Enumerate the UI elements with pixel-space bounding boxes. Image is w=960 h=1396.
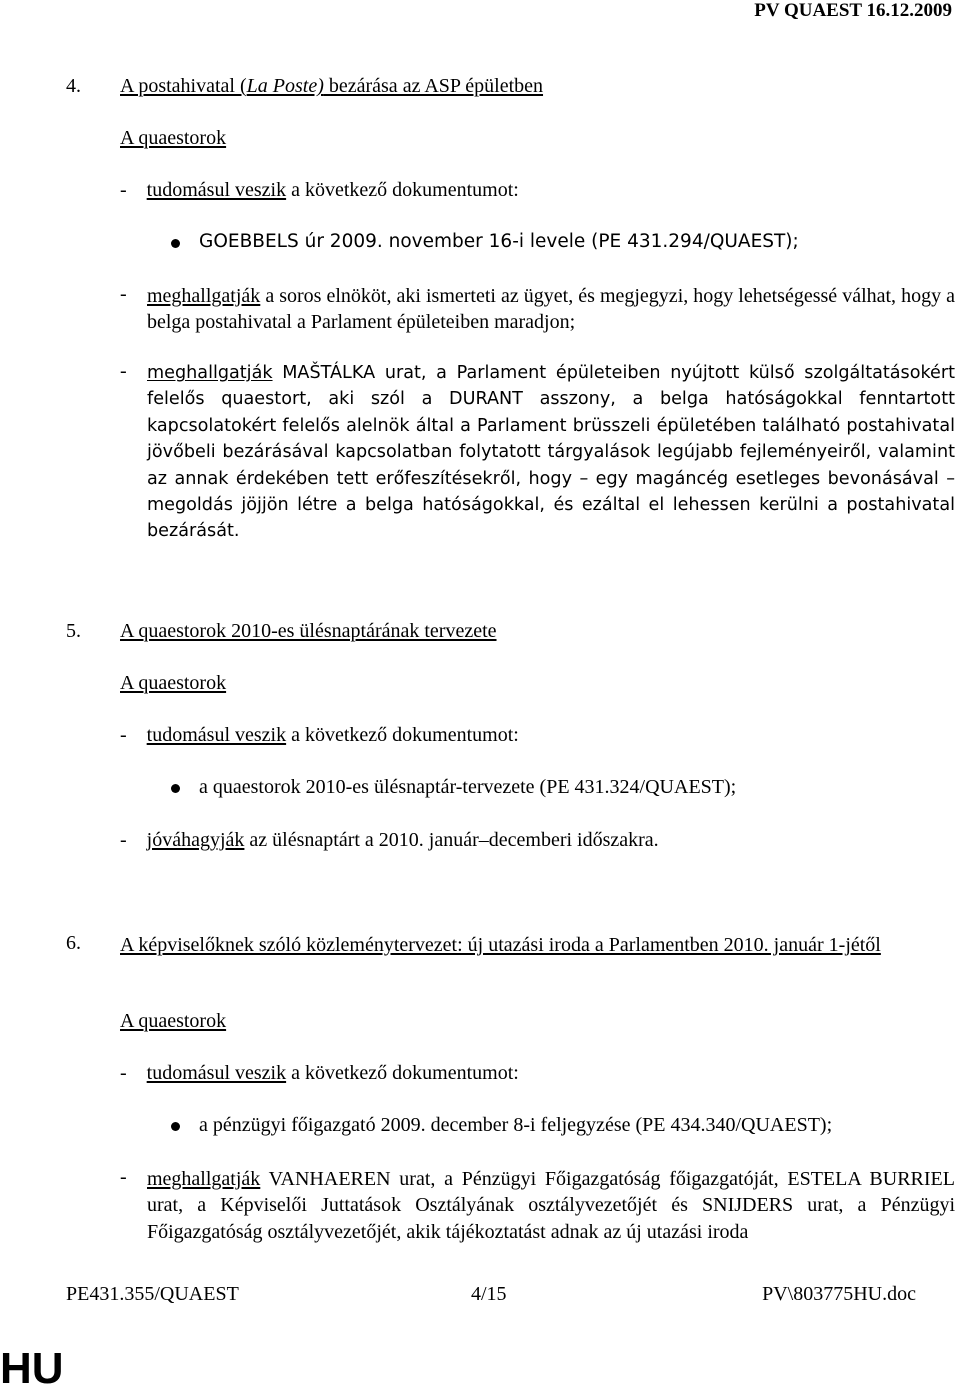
item-6-note: - tudomásul veszik a következő dokumentumot: — [120, 1062, 519, 1084]
item-6-p1: meghallgatják VANHAEREN urat, a Pénzügyi Főigazgatóság főigazgatóját, ESTELA BURRIEL urat, a Képviselői Juttatások Osztályának osztályvezetőjét és SNIJDERS urat, a Pénzügyi Főigazgatóság osztályvezetőjét, akik tájékoztatást adnak az új utazási iroda — [147, 1168, 955, 1243]
footer-page-number: 4/15 — [471, 1283, 507, 1305]
item-5-number: 5. — [66, 620, 81, 642]
item-6-bullet-dot — [171, 1122, 180, 1131]
running-head: PV QUAEST 16.12.2009 — [754, 0, 952, 21]
item-6-number: 6. — [66, 932, 81, 954]
item-4-subject: A quaestorok — [120, 127, 227, 149]
item-4-number: 4. — [66, 75, 81, 97]
item-5-p1: - jóváhagyják az ülésnaptárt a 2010. január–decemberi időszakra. — [120, 829, 659, 851]
item-5-bullet-dot — [171, 784, 180, 793]
item-5-subject: A quaestorok — [120, 672, 227, 694]
item-4-p1: meghallgatják a soros elnököt, aki ismerteti az ügyet, és megjegyzi, hogy lehetségessé válhat, hogy a belga postahivatal a Parlament épületeiben maradjon; — [147, 285, 955, 334]
item-6-p1-dash: - — [120, 1166, 127, 1188]
footer-file-name: PV\803775HU.doc — [762, 1283, 916, 1305]
item-4-p1-dash: - — [120, 283, 127, 305]
item-6-title: A képviselőknek szóló közleménytervezet: új utazási iroda a Parlamentben 2010. január 1-jétől — [120, 934, 881, 956]
item-4-note: - tudomásul veszik a következő dokumentumot: — [120, 179, 519, 201]
item-5-note: - tudomásul veszik a következő dokumentumot: — [120, 724, 519, 746]
item-4-bullet-text: GOEBBELS úr 2009. november 16-i levele (PE 431.294/QUAEST); — [199, 231, 799, 252]
item-4-p2: meghallgatják MAŠTÁLKA urat, a Parlament épületeiben nyújtott külső szolgáltatásokért felelős quaestort, aki szól a DURANT asszony, a belga hatóságokkal fenntartott kapcsolatokért felelős alelnök által a Parlament brüsszeli épületében található postahivatal jövőbeli bezárásával kapcsolatban folytatott tárgyalások legújabb fejleményeiről, valamint az annak érdekében tett erőfeszítésekről, hogy – egy magáncég esetleges bevonásával – megoldás jöjjön létre a belga hatóságokkal, és ezáltal el lehessen kerülni a postahivatal bezárását. — [147, 363, 955, 542]
item-4-bullet-dot — [171, 239, 180, 248]
footer-language-code: HU — [0, 1344, 64, 1393]
item-6-subject: A quaestorok — [120, 1010, 227, 1032]
item-5-bullet-text: a quaestorok 2010-es ülésnaptár-tervezete (PE 431.324/QUAEST); — [199, 776, 737, 798]
footer-doc-ref: PE431.355/QUAEST — [66, 1283, 239, 1305]
item-4-p2-dash: - — [120, 360, 127, 382]
item-4-title: A postahivatal (La Poste) bezárása az ASP épületben — [120, 75, 544, 97]
item-5-title: A quaestorok 2010-es ülésnaptárának tervezete — [120, 620, 497, 642]
item-6-bullet-text: a pénzügyi főigazgató 2009. december 8-i feljegyzése (PE 434.340/QUAEST); — [199, 1114, 833, 1136]
